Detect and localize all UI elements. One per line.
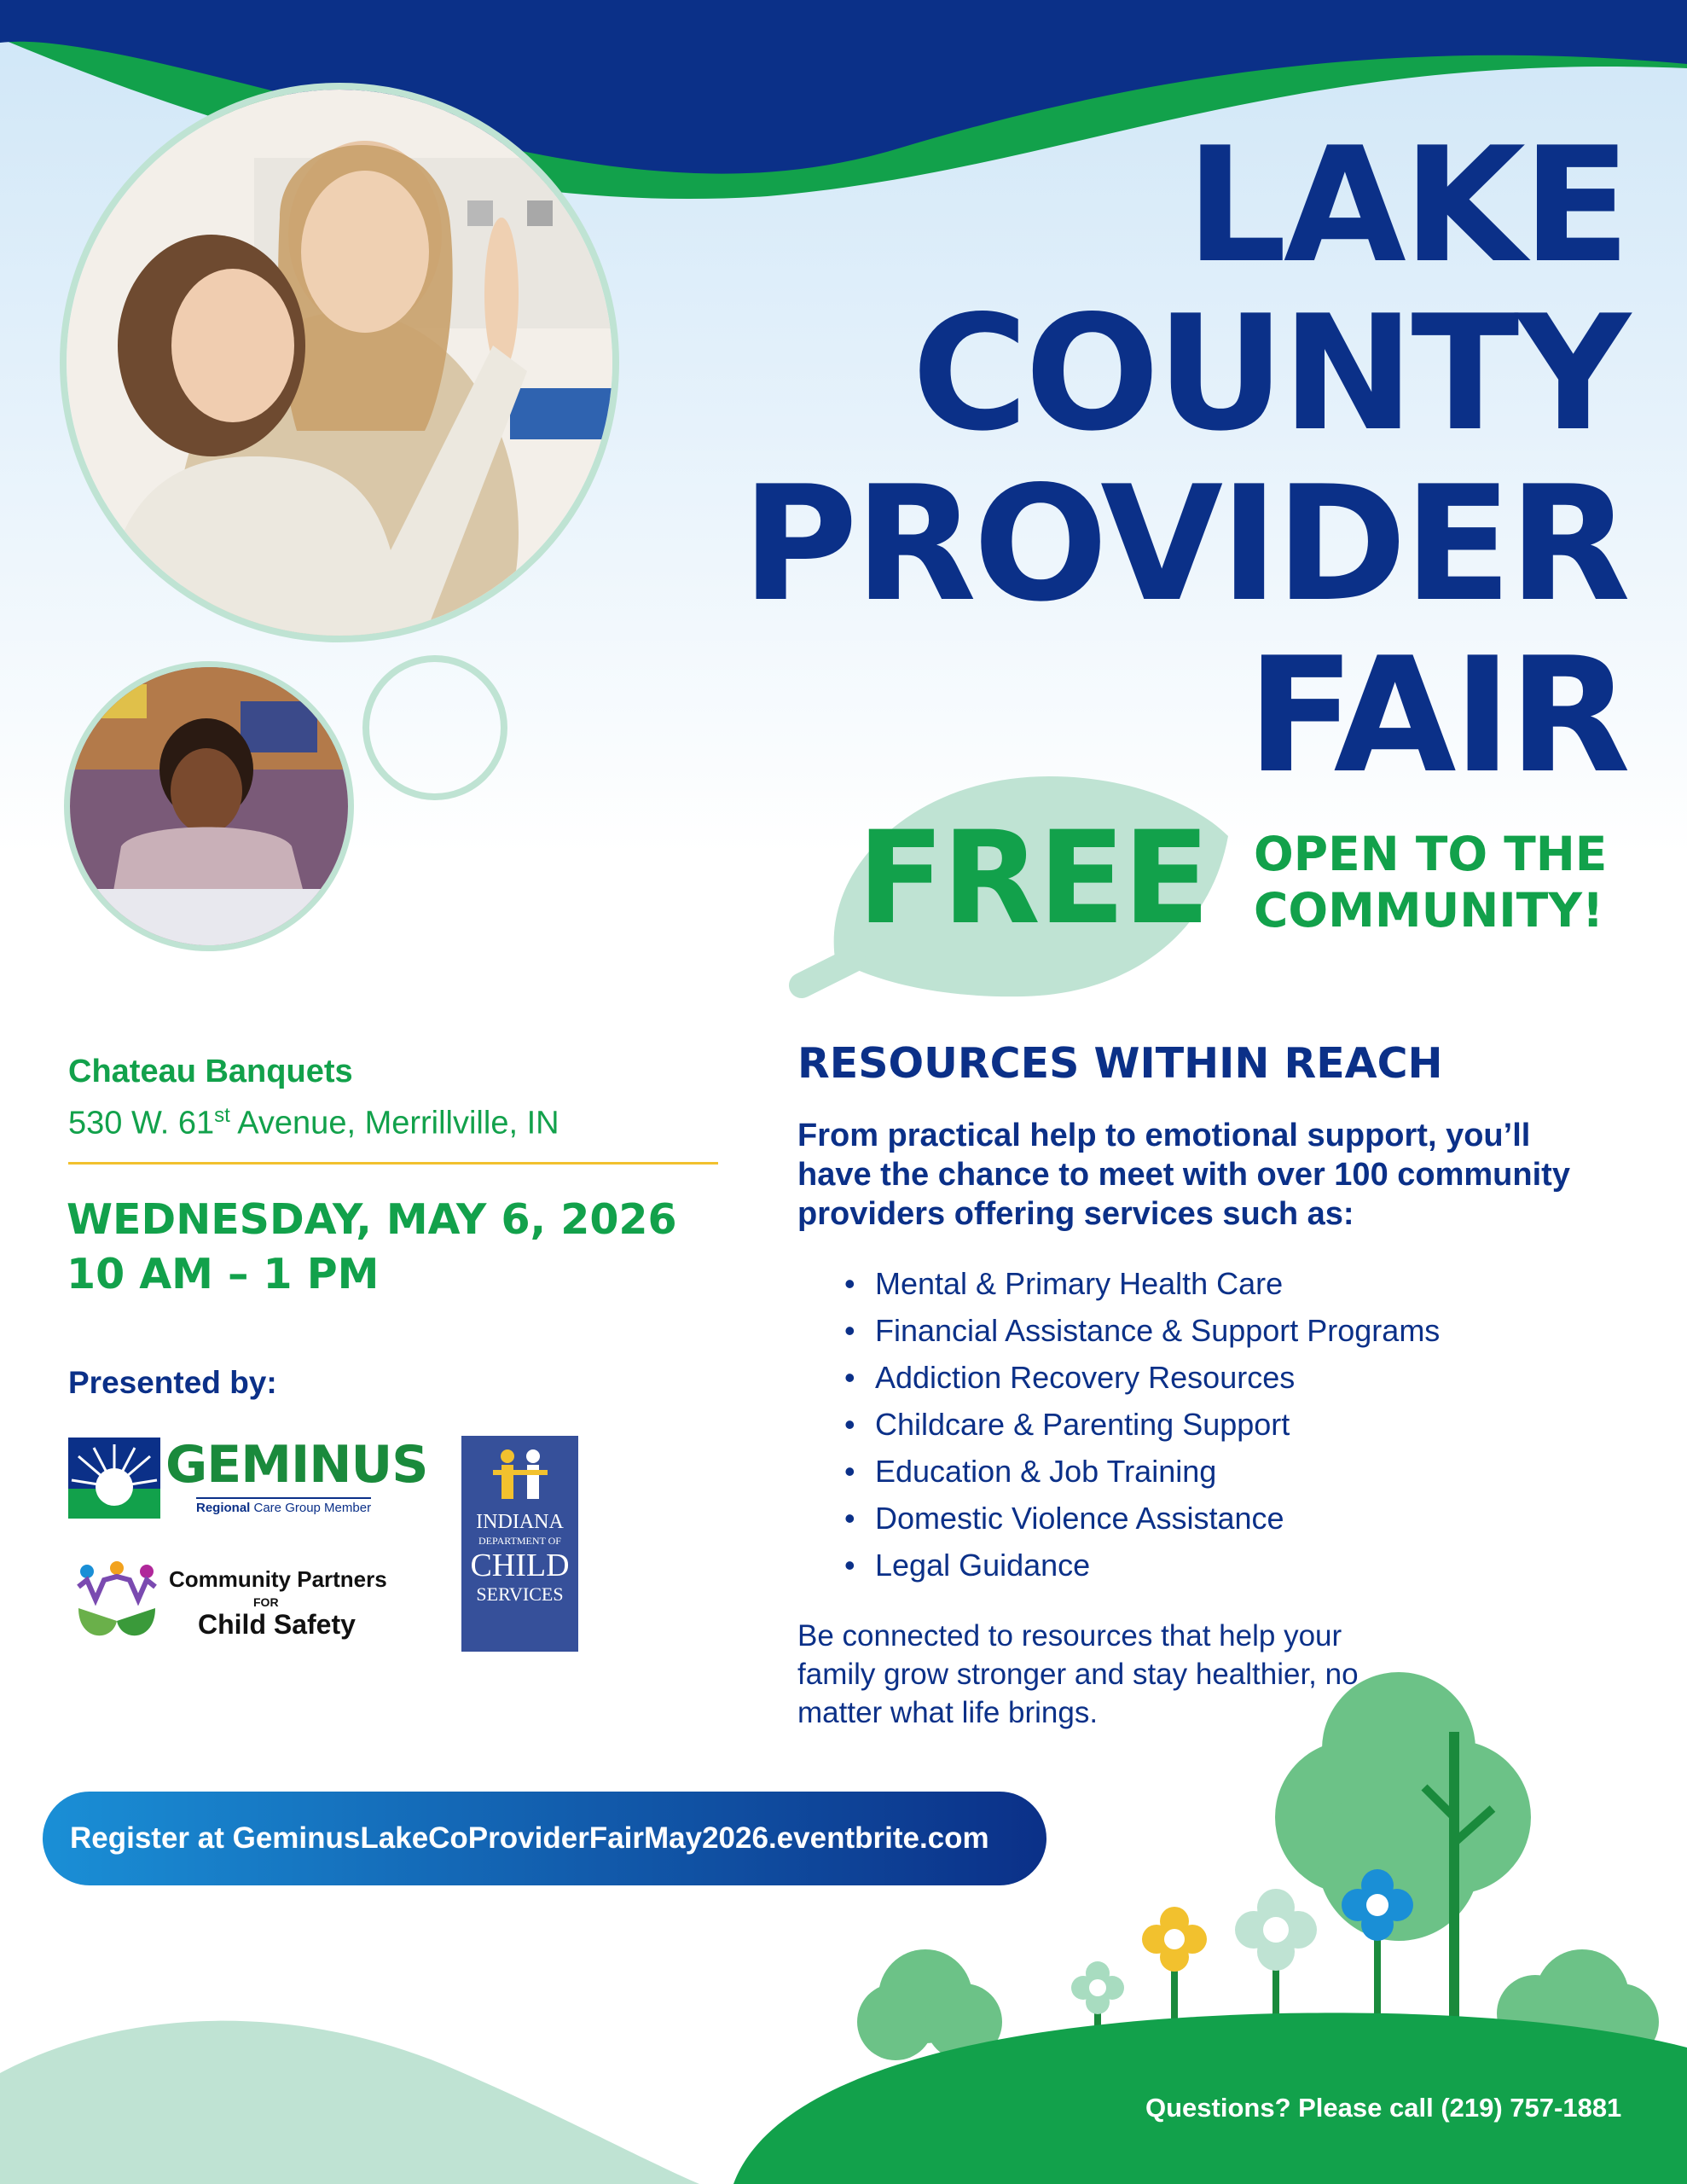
resources-intro: From practical help to emotional support, you’ll have the chance to meet with over 100 community providers offering services such as: [797, 1118, 1570, 1232]
open-line-1: OPEN TO THE [1254, 827, 1608, 881]
family-hands-icon [70, 1561, 164, 1647]
geminus-tag-rest: Care Group Member [250, 1501, 372, 1515]
event-day: WEDNESDAY, MAY 6, 2026 [67, 1195, 677, 1244]
geminus-logo [68, 1435, 435, 1523]
geminus-tagline [196, 1497, 371, 1515]
open-to-community [1254, 826, 1607, 938]
resources-heading: RESOURCES WITHIN REACH [797, 1039, 1443, 1088]
venue-name: Chateau Banquets [68, 1054, 353, 1089]
venue-address [68, 1094, 559, 1146]
dcs-line4: SERVICES [476, 1583, 564, 1605]
list-item: • Legal Guidance [844, 1542, 1544, 1589]
event-date [67, 1193, 677, 1302]
venue-address-pre: 530 W. 61 [68, 1105, 215, 1141]
services-list [844, 1260, 1544, 1589]
dcs-line3: CHILD [470, 1548, 570, 1583]
children-icon [486, 1446, 554, 1506]
title-line-fair: FAIR [1246, 623, 1627, 808]
venue-address-post: Avenue, Merrillville, IN [229, 1105, 559, 1141]
questions-contact: Questions? Please call (219) 757-1881 [1145, 2093, 1622, 2123]
list-item: • Financial Assistance & Support Programs [844, 1307, 1544, 1354]
cpcs-line2: Child Safety [198, 1609, 356, 1640]
register-label[interactable]: Register at GeminusLakeCoProviderFairMay2026.eventbrite.com [70, 1821, 989, 1855]
geminus-name: GEMINUS [165, 1435, 428, 1495]
list-item: • Childcare & Parenting Support [844, 1401, 1544, 1448]
cpcs-for: FOR [253, 1595, 279, 1609]
free-label: FREE [857, 804, 1208, 953]
open-line-2: COMMUNITY! [1254, 883, 1604, 938]
list-item: • Domestic Violence Assistance [844, 1495, 1544, 1542]
cpcs-line1: Community Partners [169, 1566, 387, 1592]
list-item: • Addiction Recovery Resources [844, 1354, 1544, 1401]
venue-address-sup: st [214, 1104, 230, 1127]
community-partners-logo [70, 1561, 386, 1647]
event-time: 10 AM – 1 PM [67, 1250, 380, 1298]
geminus-sunburst-icon [68, 1438, 160, 1519]
photo-girl-writing [64, 661, 354, 951]
title-line-lake: LAKE [1186, 113, 1627, 298]
resources-closing: Be connected to resources that help your family grow stronger and stay healthier, no matter what life brings. [797, 1619, 1359, 1729]
geminus-tag-bold: Regional [196, 1501, 251, 1515]
photo-woman-child-high-five [60, 83, 619, 642]
indiana-dcs-logo [461, 1436, 578, 1652]
title-line-provider: PROVIDER [741, 451, 1627, 636]
dcs-line1: INDIANA [476, 1511, 564, 1533]
venue-block [68, 1049, 559, 1146]
list-item: • Education & Job Training [844, 1448, 1544, 1495]
dcs-line2: DEPARTMENT OF [478, 1535, 561, 1547]
title-line-county: COUNTY [912, 281, 1627, 466]
list-item: • Mental & Primary Health Care [844, 1260, 1544, 1307]
presented-by-label: Presented by: [68, 1365, 277, 1400]
decorative-circle [362, 655, 507, 800]
gold-divider [68, 1162, 718, 1165]
